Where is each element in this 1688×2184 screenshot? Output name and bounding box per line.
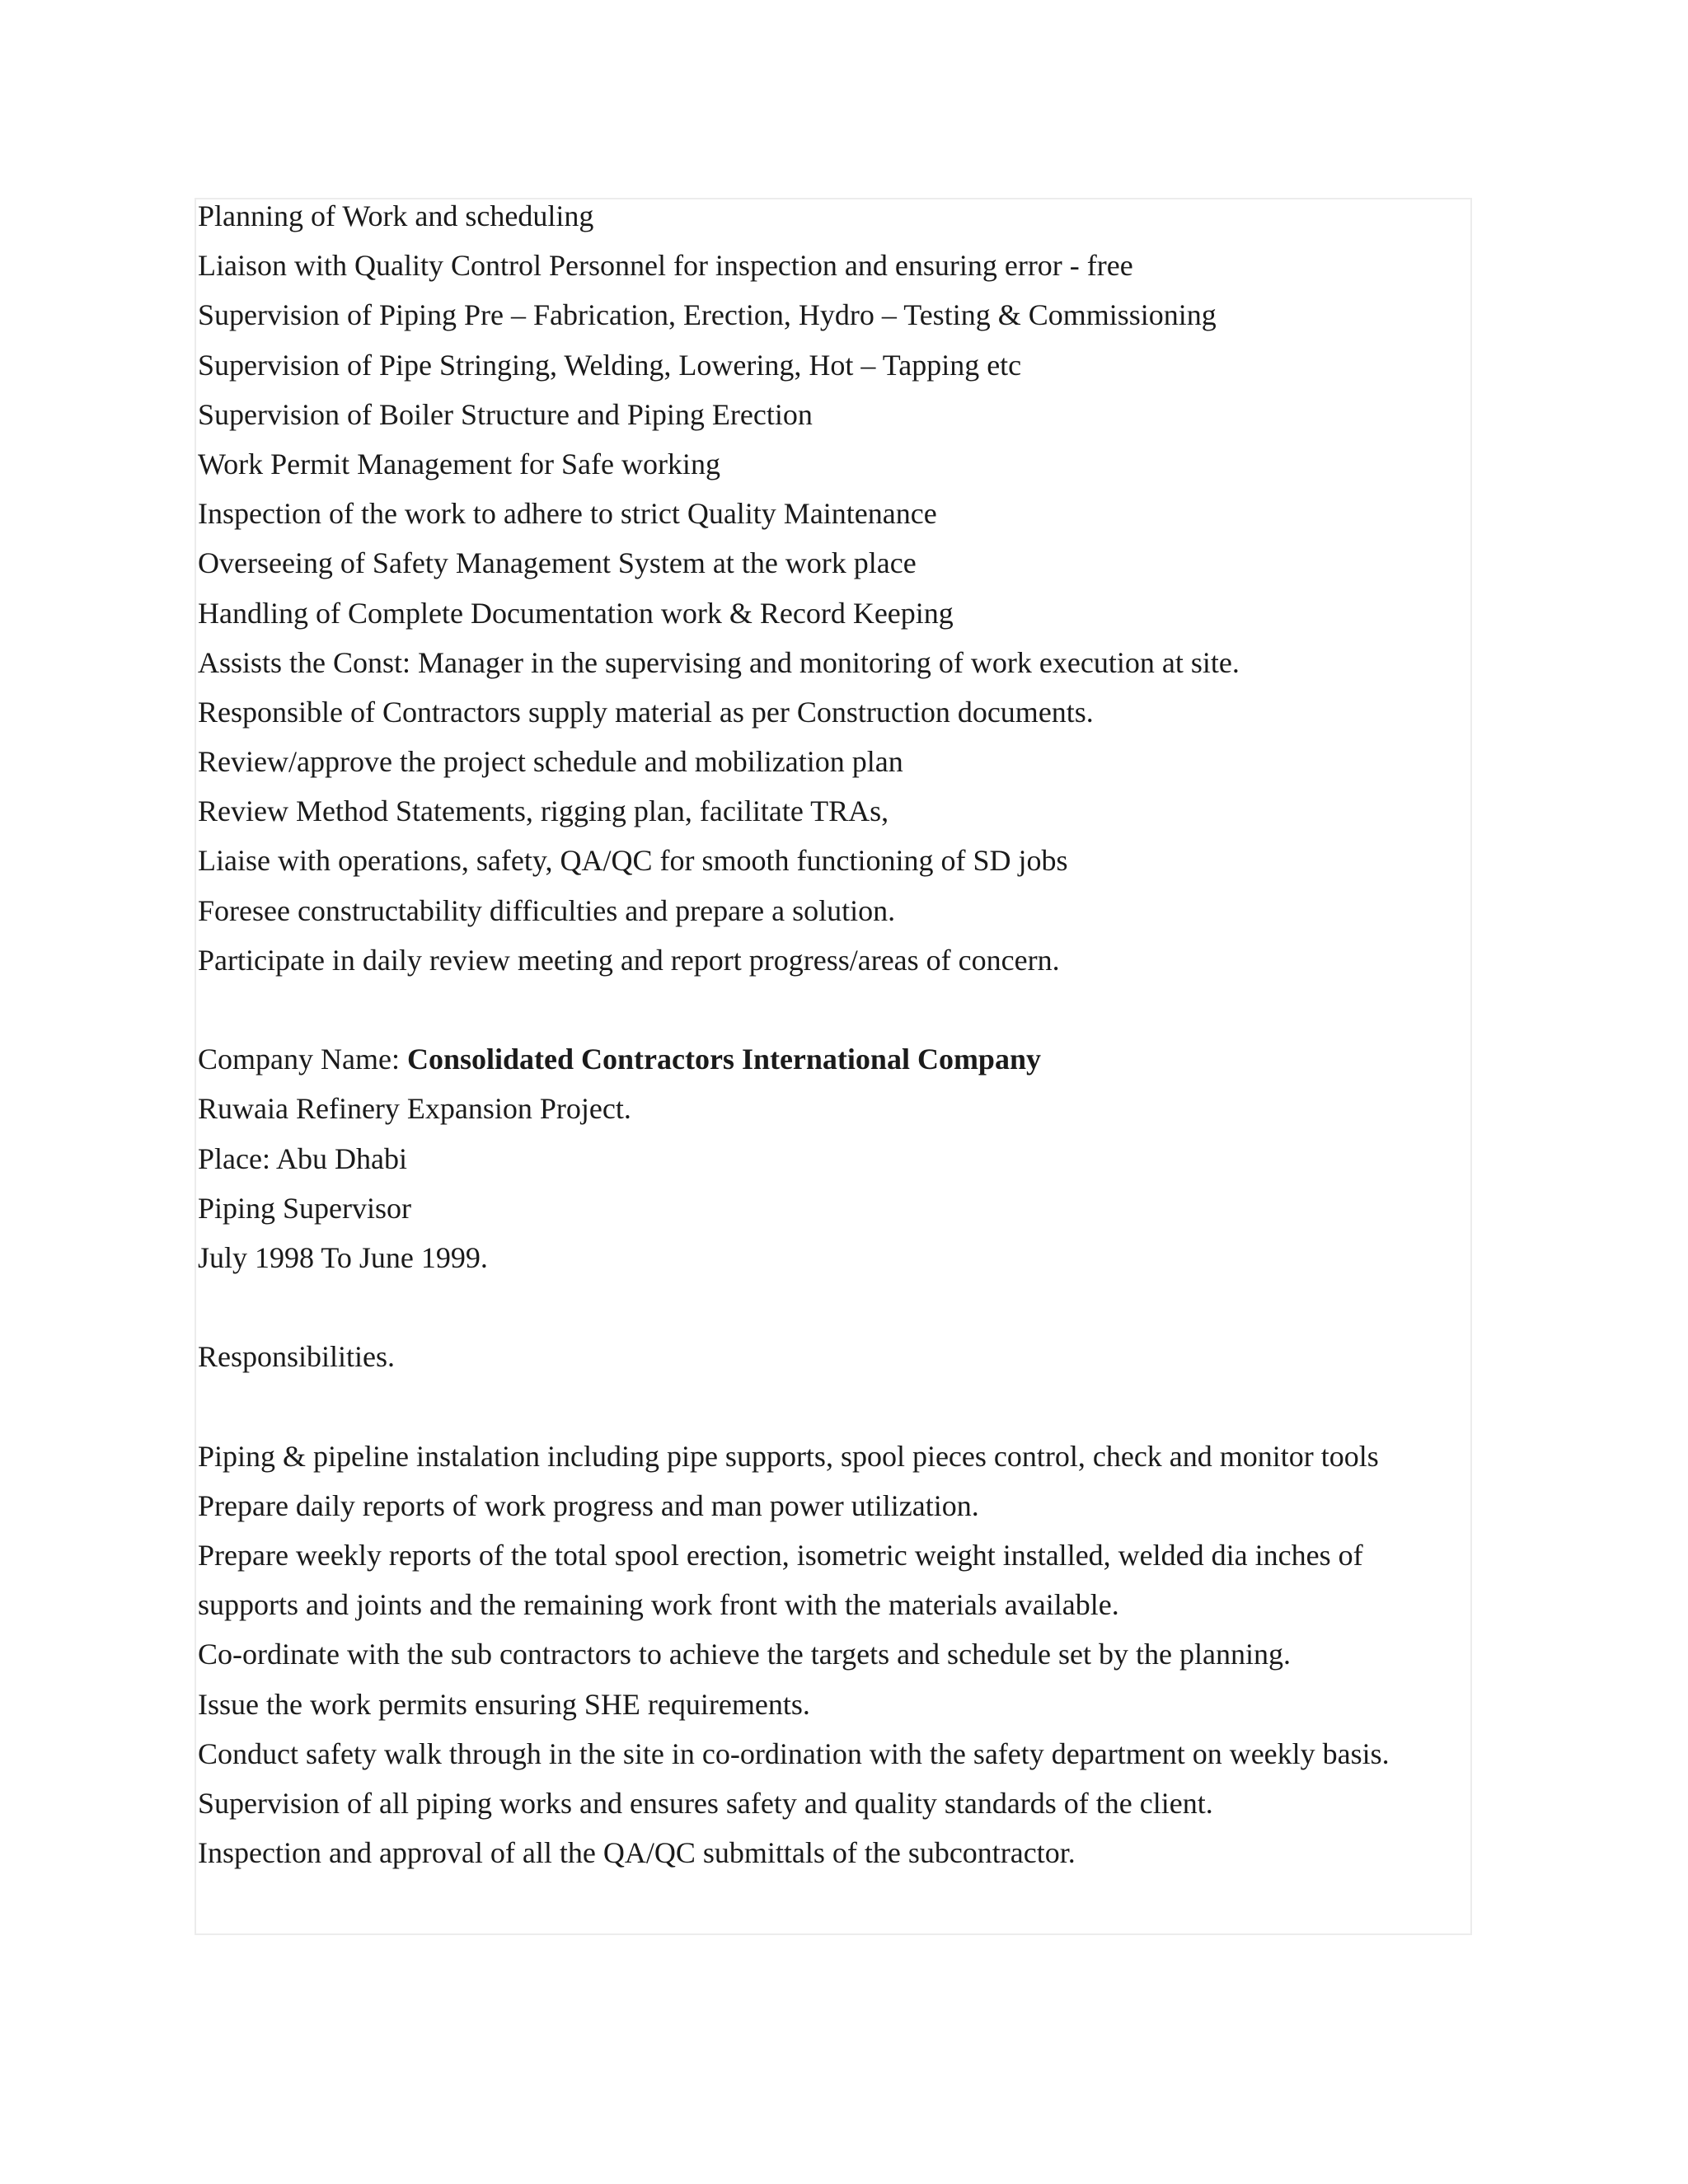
- responsibility-item: Inspection and approval of all the QA/QC submittals of the subcontractor.: [198, 1836, 1076, 1870]
- duty-item: Liaison with Quality Control Personnel for inspection and ensuring error - free: [198, 249, 1133, 283]
- responsibilities-list: [198, 1432, 1467, 1878]
- position: Piping Supervisor: [198, 1191, 412, 1225]
- responsibilities-heading: Responsibilities.: [198, 1340, 396, 1374]
- job-details: [198, 1034, 1467, 1282]
- duties-list: [198, 191, 1467, 985]
- duty-item: Liaise with operations, safety, QA/QC for smooth functioning of SD jobs: [198, 844, 1068, 878]
- responsibility-item: Supervision of all piping works and ensures safety and quality standards of the client.: [198, 1787, 1213, 1820]
- duty-item: Review/approve the project schedule and mobilization plan: [198, 745, 903, 779]
- duty-item: Responsible of Contractors supply material as per Construction documents.: [198, 695, 1094, 729]
- duty-item: Supervision of Piping Pre – Fabrication, Erection, Hydro – Testing & Commissioning: [198, 298, 1217, 332]
- period: July 1998 To June 1999.: [198, 1240, 488, 1274]
- duty-item: Participate in daily review meeting and report progress/areas of concern.: [198, 943, 1060, 977]
- responsibility-item: supports and joints and the remaining work front with the materials available.: [198, 1588, 1119, 1622]
- place: Place: Abu Dhabi: [198, 1141, 407, 1175]
- company-line: [198, 1034, 1467, 1084]
- responsibility-item: Piping & pipeline instalation including pipe supports, spool pieces control, check and monitor tools: [198, 1439, 1379, 1473]
- responsibility-item: Conduct safety walk through in the site in co-ordination with the safety department on weekly basis.: [198, 1736, 1390, 1770]
- company-label: Company Name:: [198, 1043, 407, 1076]
- document-body: [198, 191, 1467, 1877]
- project-name: Ruwaia Refinery Expansion Project.: [198, 1092, 631, 1126]
- duty-item: Assists the Const: Manager in the supervising and monitoring of work execution at site.: [198, 645, 1240, 679]
- spacer: [198, 985, 1467, 1034]
- duty-item: Work Permit Management for Safe working: [198, 447, 720, 480]
- duty-item: Foresee constructability difficulties and prepare a solution.: [198, 893, 896, 927]
- duty-item: Inspection of the work to adhere to strict Quality Maintenance: [198, 497, 937, 531]
- duty-item: Review Method Statements, rigging plan, facilitate TRAs,: [198, 794, 889, 828]
- duty-item: Supervision of Pipe Stringing, Welding, Lowering, Hot – Tapping etc: [198, 348, 1022, 382]
- duty-item: Planning of Work and scheduling: [198, 199, 594, 232]
- responsibility-item: Prepare daily reports of work progress and man power utilization.: [198, 1488, 979, 1522]
- responsibility-item: Co-ordinate with the sub contractors to achieve the targets and schedule set by the planning.: [198, 1638, 1291, 1671]
- duty-item: Supervision of Boiler Structure and Piping Erection: [198, 397, 813, 431]
- company-name: Consolidated Contractors International Company: [406, 1043, 1041, 1076]
- duty-item: Overseeing of Safety Management System at the work place: [198, 546, 917, 580]
- duty-item: Handling of Complete Documentation work & Record Keeping: [198, 596, 954, 630]
- responsibility-item: Prepare weekly reports of the total spool erection, isometric weight installed, welded dia inches of: [198, 1539, 1363, 1572]
- spacer: [198, 1382, 1467, 1432]
- spacer: [198, 1282, 1467, 1332]
- responsibility-item: Issue the work permits ensuring SHE requirements.: [198, 1687, 810, 1721]
